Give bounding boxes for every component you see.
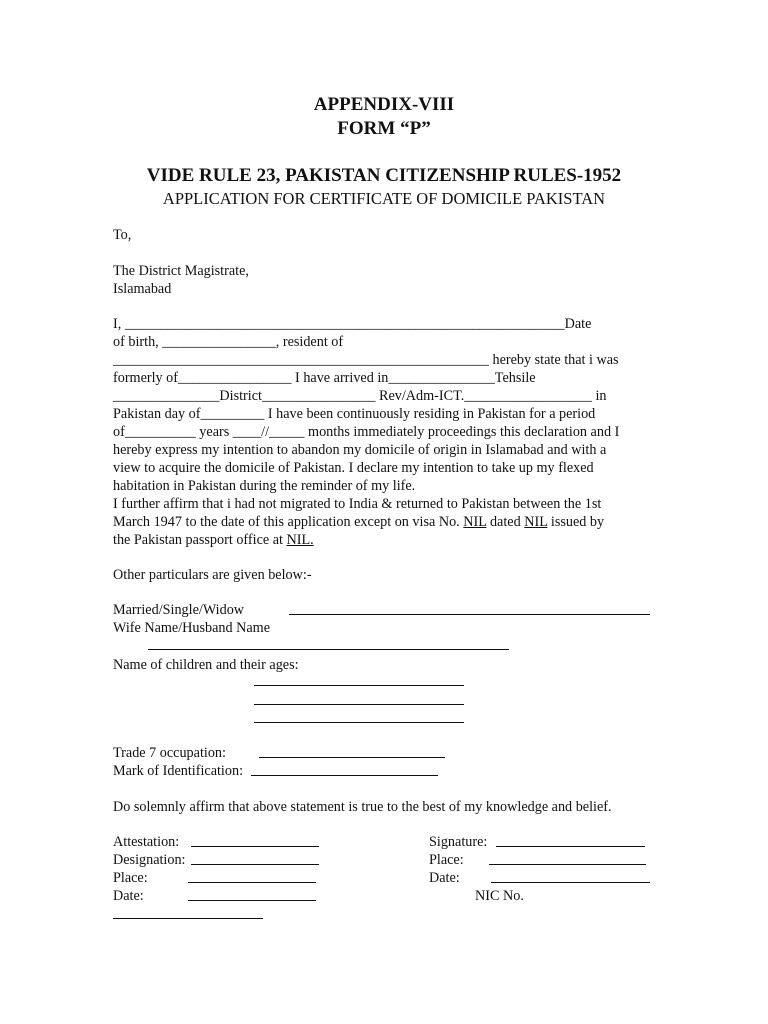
passport-office-value: NIL. [286, 532, 314, 548]
designation-label: Designation: [113, 852, 186, 868]
body-line-6: Pakistan day of_________ I have been continuously residing in Pakistan for a period [113, 406, 596, 422]
date-label-left: Date: [113, 888, 144, 904]
place-field-left[interactable] [188, 882, 316, 883]
signature-field[interactable] [496, 846, 645, 847]
body-line-5: _______________District________________ Rev/Adm-ICT.__________________ in [113, 388, 607, 404]
attestation-field[interactable] [191, 846, 319, 847]
particulars-intro: Other particulars are given below:- [113, 567, 312, 583]
place-label-right: Place: [429, 852, 464, 868]
designation-field[interactable] [191, 864, 319, 865]
date-field-left[interactable] [188, 900, 316, 901]
salutation: To, [113, 227, 132, 243]
body-line-4: formerly of________________ I have arrived in_______________Tehsile [113, 370, 536, 386]
appendix-heading: APPENDIX-VIII [313, 94, 455, 115]
date-field-right[interactable] [491, 882, 650, 883]
body-line-12-text-c: issued by [547, 514, 605, 530]
spouse-name-field[interactable] [148, 649, 509, 650]
body-line-3: _____________________________________________________ hereby state that i was [113, 352, 619, 368]
body-line-8: hereby express my intention to abandon my domicile of origin in Islamabad and with a [113, 442, 607, 458]
identification-field[interactable] [251, 775, 438, 776]
body-line-12 [113, 513, 604, 531]
form-heading: FORM “P” [337, 118, 431, 139]
body-line-12-text-a: March 1947 to the date of this application except on visa No. [113, 514, 464, 530]
body-line-12-text-b: dated [486, 514, 525, 530]
place-label-left: Place: [113, 870, 148, 886]
marital-status-label: Married/Single/Widow [113, 602, 245, 618]
child-field-1[interactable] [254, 685, 464, 686]
body-line-9: view to acquire the domicile of Pakistan. I declare my intention to take up my flexed [113, 460, 594, 476]
signature-label: Signature: [429, 834, 488, 850]
body-line-13-text: the Pakistan passport office at [113, 532, 287, 548]
application-subtitle: APPLICATION FOR CERTIFICATE OF DOMICILE PAKISTAN [162, 189, 606, 208]
affirmation-text: Do solemnly affirm that above statement is true to the best of my knowledge and belief. [113, 799, 612, 815]
place-field-right[interactable] [489, 864, 646, 865]
visa-date-value: NIL [524, 514, 548, 530]
body-line-1: I, ______________________________________________________________Date [113, 316, 592, 332]
marital-status-field[interactable] [289, 614, 650, 615]
body-line-7: of__________ years ____//_____ months immediately proceedings this declaration and I [113, 424, 620, 440]
rule-heading: VIDE RULE 23, PAKISTAN CITIZENSHIP RULES-1952 [146, 165, 622, 186]
child-field-2[interactable] [254, 704, 464, 705]
recipient: The District Magistrate, [113, 263, 249, 279]
body-line-10: habitation in Pakistan during the reminder of my life. [113, 478, 416, 494]
nic-label: NIC No. [475, 888, 524, 904]
spouse-name-label: Wife Name/Husband Name [113, 620, 271, 636]
occupation-field[interactable] [259, 757, 445, 758]
identification-label: Mark of Identification: [113, 763, 244, 779]
occupation-label: Trade 7 occupation: [113, 745, 226, 761]
body-line-2: of birth, ________________, resident of [113, 334, 344, 350]
date-label-right: Date: [429, 870, 460, 886]
recipient-city: Islamabad [113, 281, 172, 297]
extra-line-left[interactable] [113, 918, 263, 919]
visa-no-value: NIL [463, 514, 487, 530]
attestation-label: Attestation: [113, 834, 180, 850]
child-field-3[interactable] [254, 722, 464, 723]
children-label: Name of children and their ages: [113, 657, 299, 673]
body-line-13 [113, 531, 314, 549]
body-line-11: I further affirm that i had not migrated to India & returned to Pakistan between the 1st [113, 496, 602, 512]
